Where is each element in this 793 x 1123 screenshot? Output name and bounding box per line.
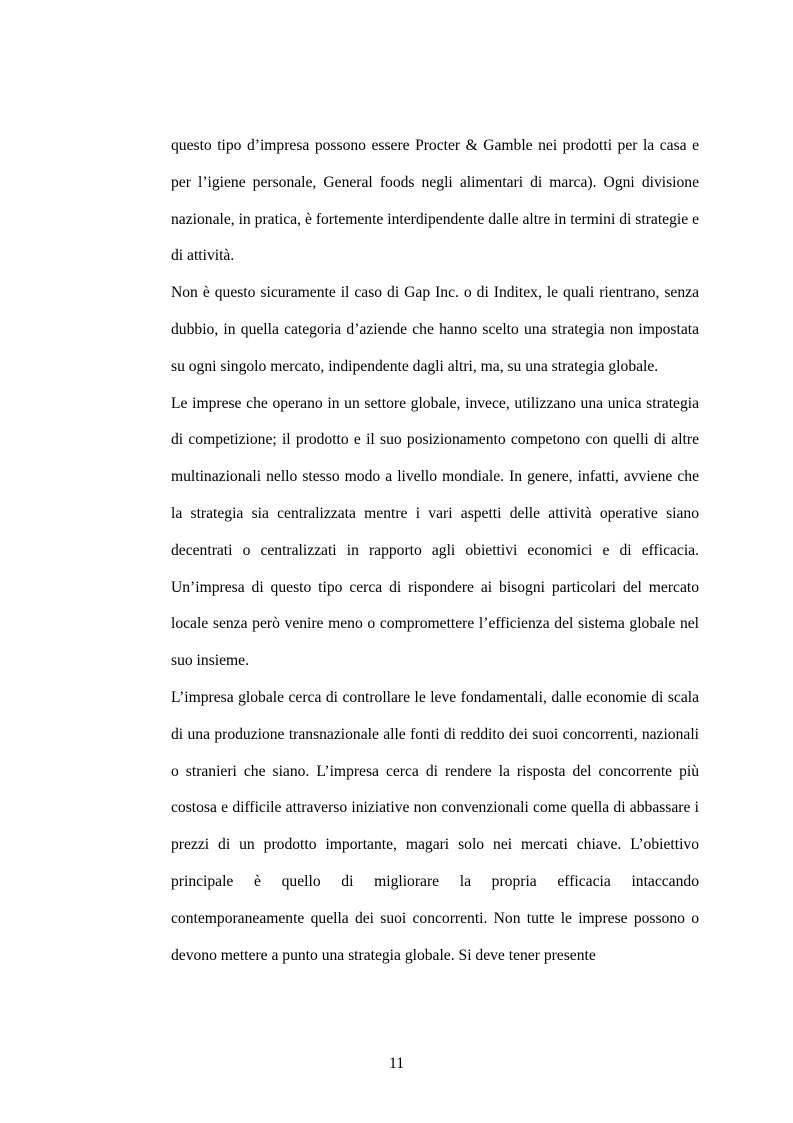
paragraph-4: L’impresa globale cerca di controllare le leve fondamentali, dalle economie di scala di una produzione transnazionale alle fonti di reddito dei suoi concorrenti, nazionali o stranieri che siano. L’impresa cerca di rendere la risposta del concorrente più costosa e difficile attraverso iniziative non convenzionali come quella di abbassare i prezzi di un prodotto importante, magari solo nei mercati chiave. L’obiettivo principale è quello di migliorare la propria efficacia intaccando contemporaneamente quella dei suoi concorrenti. Non tutte le imprese possono o devono mettere a punto una strategia globale. Si deve tener presente	[171, 688, 699, 964]
paragraph-1: questo tipo d’impresa possono essere Procter & Gamble nei prodotti per la casa e per l’igiene personale, General foods negli alimentari di marca). Ogni divisione nazionale, in pratica, è fortemente interdipendente dalle altre in termini di strategie e di attività.	[171, 137, 699, 265]
page-number: 11	[388, 1055, 404, 1072]
paragraph-3: Le imprese che operano in un settore globale, invece, utilizzano una unica strategia di competizione; il prodotto e il suo posizionamento competono con quelli di altre multinazionali nello stesso modo a livello mondiale. In genere, infatti, avviene che la strategia sia centralizzata mentre i vari aspetti delle attività operative siano decentrati o centralizzati in rapporto agli obiettivi economici e di efficacia. Un’impresa di questo tipo cerca di rispondere ai bisogni particolari del mercato locale senza però venire meno o compromettere l’efficienza del sistema globale nel suo insieme.	[171, 394, 699, 670]
paragraph-2: Non è questo sicuramente il caso di Gap Inc. o di Inditex, le quali rientrano, senza dubbio, in quella categoria d’aziende che hanno scelto una strategia non impostata su ogni singolo mercato, indipendente dagli altri, ma, su una strategia globale.	[171, 284, 699, 375]
body-text	[171, 128, 699, 974]
